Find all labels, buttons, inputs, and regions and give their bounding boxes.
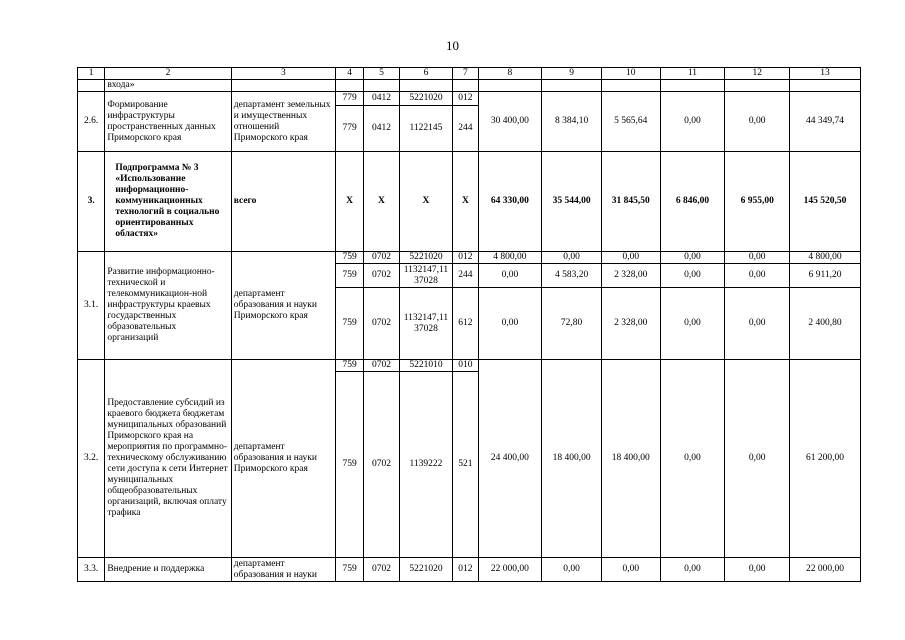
- activity-name: Развитие информационно-технической и телекоммуникацион-ной инфраструктуры краевых государственных образовательных организаций: [105, 252, 231, 360]
- value-2015: 4 583,20: [542, 264, 602, 288]
- grbs-cell: 759: [335, 252, 363, 264]
- table-row: [78, 252, 861, 264]
- csr-cell: 5221020: [399, 558, 453, 582]
- grbs-cell: 779: [335, 106, 363, 152]
- rzpr-cell: 0702: [364, 264, 399, 288]
- value-2014: 0,00: [478, 288, 542, 360]
- vr-cell: 612: [453, 288, 478, 360]
- table-row: [78, 558, 861, 582]
- column-header: 12: [725, 68, 790, 80]
- value-2016: 2 328,00: [601, 264, 660, 288]
- vr-cell: 012: [453, 92, 478, 106]
- csr-cell: 1132147,11 37028: [399, 264, 453, 288]
- csr-cell: 5221010: [399, 360, 453, 372]
- header-row: [78, 68, 861, 80]
- value-2017: 0,00: [660, 252, 725, 264]
- executor: департамент земельных и имущественных отношений Приморского края: [231, 92, 335, 152]
- value-2014: 0,00: [478, 264, 542, 288]
- executor: департамент образования и науки: [231, 558, 335, 582]
- grbs-cell: 759: [335, 360, 363, 372]
- rzpr-cell: 0702: [364, 360, 399, 372]
- value-2018: 0,00: [725, 288, 790, 360]
- value-2016: 2 328,00: [601, 288, 660, 360]
- csr-cell: 5221020: [399, 252, 453, 264]
- value-2017: 6 846,00: [660, 152, 725, 252]
- value-2016: 5 565,64: [601, 92, 660, 152]
- rzpr-cell: Х: [364, 152, 399, 252]
- vr-cell: 244: [453, 264, 478, 288]
- value-2016: 0,00: [601, 558, 660, 582]
- value-2015: 0,00: [542, 252, 602, 264]
- vr-cell: Х: [453, 152, 478, 252]
- subprogram-title: Подпрограмма № 3 «Использование информационно-коммуникационных технологий в социально ориентированных областях»: [105, 152, 231, 252]
- executor: департамент образования и науки Приморского края: [231, 360, 335, 558]
- value-2017: 0,00: [660, 92, 725, 152]
- page-number: 10: [446, 38, 459, 53]
- value-2018: 0,00: [725, 558, 790, 582]
- value-2015: 8 384,10: [542, 92, 602, 152]
- row-number: 3.: [78, 152, 105, 252]
- value-2018: 0,00: [725, 264, 790, 288]
- value-2017: 0,00: [660, 558, 725, 582]
- value-2017: 0,00: [660, 288, 725, 360]
- column-header: 4: [335, 68, 363, 80]
- value-2014: 30 400,00: [478, 92, 542, 152]
- vr-cell: 012: [453, 558, 478, 582]
- value-2015: 0,00: [542, 558, 602, 582]
- value-2015: 18 400,00: [542, 360, 602, 558]
- value-total: 4 800,00: [790, 252, 861, 264]
- rzpr-cell: 0702: [364, 288, 399, 360]
- grbs-cell: Х: [335, 152, 363, 252]
- executor: всего: [231, 152, 335, 252]
- csr-cell: 5221020: [399, 92, 453, 106]
- column-header: 13: [790, 68, 861, 80]
- grbs-cell: 759: [335, 372, 363, 558]
- vr-cell: 010: [453, 360, 478, 372]
- row-number: 3.2.: [78, 360, 105, 558]
- grbs-cell: 759: [335, 264, 363, 288]
- value-2018: 0,00: [725, 360, 790, 558]
- value-2014: 4 800,00: [478, 252, 542, 264]
- vr-cell: 244: [453, 106, 478, 152]
- grbs-cell: 759: [335, 288, 363, 360]
- value-total: 145 520,50: [790, 152, 861, 252]
- executor: департамент образования и науки Приморского края: [231, 252, 335, 360]
- value-2014: 24 400,00: [478, 360, 542, 558]
- value-2018: 0,00: [725, 92, 790, 152]
- activity-name: Предоставление субсидий из краевого бюджета бюджетам муниципальных образований Приморского края на мероприятия по программно-техническому обслуживанию сети доступа к сети Интернет муниципальных общеобразовательных организаций, включая оплату трафика: [105, 360, 231, 558]
- rzpr-cell: 0702: [364, 558, 399, 582]
- row-number: 2.6.: [78, 92, 105, 152]
- activity-name: Внедрение и поддержка: [105, 558, 231, 582]
- column-header: 2: [105, 68, 231, 80]
- vr-cell: 012: [453, 252, 478, 264]
- table-row: [78, 152, 861, 252]
- table-row: [78, 360, 861, 372]
- row-number: 3.1.: [78, 252, 105, 360]
- column-header: 3: [231, 68, 335, 80]
- column-header: 1: [78, 68, 105, 80]
- value-total: 22 000,00: [790, 558, 861, 582]
- csr-cell: 1139222: [399, 372, 453, 558]
- grbs-cell: 779: [335, 92, 363, 106]
- activity-name: Формирование инфраструктуры пространственных данных Приморского края: [105, 92, 231, 152]
- rzpr-cell: 0702: [364, 372, 399, 558]
- row-number: 3.3.: [78, 558, 105, 582]
- rzpr-cell: 0412: [364, 92, 399, 106]
- value-total: 2 400,80: [790, 288, 861, 360]
- rzpr-cell: 0412: [364, 106, 399, 152]
- grbs-cell: 759: [335, 558, 363, 582]
- value-total: 44 349,74: [790, 92, 861, 152]
- value-2016: 0,00: [601, 252, 660, 264]
- value-2018: 6 955,00: [725, 152, 790, 252]
- column-header: 7: [453, 68, 478, 80]
- table-row: [78, 80, 861, 92]
- value-2015: 72,80: [542, 288, 602, 360]
- value-total: 6 911,20: [790, 264, 861, 288]
- value-2017: 0,00: [660, 264, 725, 288]
- column-header: 5: [364, 68, 399, 80]
- value-2016: 31 845,50: [601, 152, 660, 252]
- csr-cell: 1122145: [399, 106, 453, 152]
- continuation-text: входа»: [105, 80, 231, 92]
- column-header: 10: [601, 68, 660, 80]
- column-header: 11: [660, 68, 725, 80]
- value-2018: 0,00: [725, 252, 790, 264]
- rzpr-cell: 0702: [364, 252, 399, 264]
- column-header: 8: [478, 68, 542, 80]
- vr-cell: 521: [453, 372, 478, 558]
- value-2017: 0,00: [660, 360, 725, 558]
- program-table: [77, 67, 861, 582]
- value-total: 61 200,00: [790, 360, 861, 558]
- value-2014: 64 330,00: [478, 152, 542, 252]
- value-2015: 35 544,00: [542, 152, 602, 252]
- column-header: 9: [542, 68, 602, 80]
- value-2016: 18 400,00: [601, 360, 660, 558]
- table-row: [78, 92, 861, 106]
- csr-cell: Х: [399, 152, 453, 252]
- value-2014: 22 000,00: [478, 558, 542, 582]
- csr-cell: 1132147,11 37028: [399, 288, 453, 360]
- column-header: 6: [399, 68, 453, 80]
